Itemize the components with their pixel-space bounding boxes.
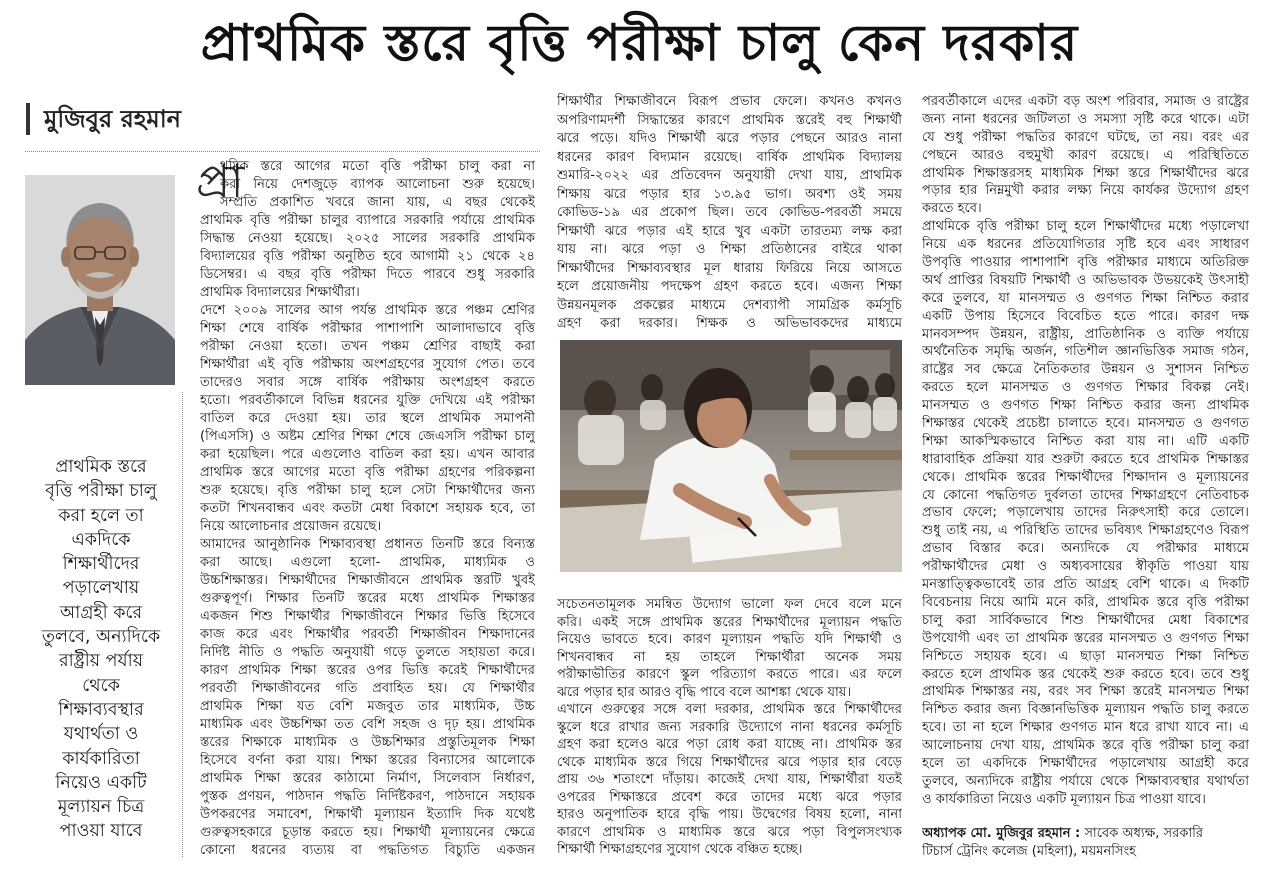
text-line: নিশ্চিতে সহায়ক হবে। এ ছাড়া মানসম্মত শিক্ষা নিশ্চিত	[922, 648, 1249, 664]
text-line: পেছনে আরও বহুমুখী কারণ রয়েছে। এ পরিস্থিতিতে	[922, 147, 1249, 163]
pull-quote-line: নিয়েও একটি	[55, 772, 147, 793]
col1-paragraph-1	[200, 212, 535, 302]
text-line: তুলবে, অন্যদিকে রাষ্ট্রীয় পর্যায়ে থেকে শিক্ষাব্যবস্থার যথার্থতা	[922, 773, 1249, 789]
text-line: কোনো ধরনের ব্যত্যয় বা পদ্ধতিগত বিচ্যুতি একজন	[200, 843, 535, 858]
pull-quote-line: একদিকে	[71, 529, 131, 550]
text-line: থেকে মাধ্যমিক স্তরে গিয়ে শিক্ষার্থীদের ঝরে পড়ার হার বেড়ে	[557, 754, 902, 770]
text-line: গ্রহণ করা দরকার। শিক্ষক ও অভিভাবকদের মাধ্যমে	[557, 316, 902, 331]
text-line: করতে হলে মানসম্মত ও গুণগত শিক্ষার বিকল্প নেই।	[922, 380, 1249, 396]
text-line: গুরুত্বপূর্ণ। শিক্ষার তিনটি স্তরের মধ্যে প্রাথমিক শিক্ষাস্তর	[200, 591, 535, 606]
text-line: বিদ্যালয়ের বৃত্তি পরীক্ষা অনুষ্ঠিত হবে আগামী ২১ থেকে ২৪	[200, 249, 535, 264]
text-line: ধরনের কারণ বিদ্যমান রয়েছে। বার্ষিক প্রাথমিক বিদ্যালয়	[557, 149, 902, 165]
text-line: স্তরের শিক্ষাকে মাধ্যমিক ও উচ্চশিক্ষার প্রস্তুতিমূলক শিক্ষা	[200, 735, 535, 750]
text-line: কতটা শিখনবান্ধব এবং কতটা মেধা বিকাশে সহায়ক হবে, তা	[200, 501, 535, 516]
text-line: যে শুধু পরীক্ষা পদ্ধতির কারণে ঘটছে, তা নয়। বরং এর	[922, 129, 1249, 145]
col2-top	[557, 93, 902, 334]
text-line: পরীক্ষা নেওয়া হতো। তখন পঞ্চম শ্রেণির বাছাই করা	[200, 339, 535, 354]
author-note-name: অধ্যাপক মো. মুজিবুর রহমান :	[922, 826, 1081, 841]
pull-quote-line: মূল্যায়ন চিত্র	[57, 797, 145, 818]
pull-quote-line: করা হলে তা	[58, 505, 144, 526]
text-line: প্রাথমিক স্তরে আগের মতো বৃত্তি পরীক্ষা গ্রহণের পরিকল্পনা	[200, 465, 535, 480]
text-line: থেকে। প্রাথমিক স্তরের শিক্ষার্থীদের শিক্ষাদান ও মূল্যায়নের	[922, 469, 1249, 485]
text-line: স্কুলে ধরে রাখার জন্য সরকারি উদ্যোগে নানা ধরনের কর্মসূচি	[557, 719, 902, 735]
text-line: শুরু হয়েছে। বৃত্তি পরীক্ষা চালু হলে সেটা শিক্ষার্থীদের জন্য	[200, 483, 535, 498]
text-line: শিক্ষা শেষে বার্ষিক পরীক্ষার পাশাপাশি আলাদাভাবে বৃত্তি	[200, 321, 535, 336]
text-line: প্রভাব বিস্তার করে। অন্যদিকে যে পরীক্ষার মাধ্যমে	[922, 541, 1249, 557]
author-note	[922, 825, 1252, 861]
text-line: হবে। তা না হলে শিক্ষার গুণগত মান ধরে রাখা যাবে না। এ	[922, 720, 1249, 736]
pull-quote-line: থেকে	[82, 675, 120, 696]
text-line: মনস্তাত্ত্বিকভাবেই তার প্রতি আগ্রহ বেশি থাকে। এ দিকটি	[922, 577, 1249, 593]
text-line: অপরিণামদর্শী সিদ্ধান্তের কারণে প্রাথমিক স্তরেই বহু শিক্ষার্থী	[557, 112, 902, 128]
text-line: প্রাথমিক বিদ্যালয়ের শিক্ষার্থীরা।	[200, 285, 360, 300]
text-line: করি। একই সঙ্গে প্রাথমিক স্তরের শিক্ষার্থীদের মূল্যায়ন পদ্ধতি	[557, 614, 902, 630]
author-note-line-1	[922, 825, 1252, 843]
text-line: শিক্ষার্থী ঝরে পড়ার এই হারে খুব একটা তারতম্য লক্ষ করা	[557, 223, 902, 239]
pull-quote-line: বৃত্তি পরীক্ষা চালু	[45, 481, 157, 502]
col2-paragraph-1	[557, 596, 902, 701]
text-line: ডিসেম্বর। এ বছর বৃত্তি পরীক্ষা দিতে পারবে শুধু সরকারি	[200, 267, 535, 282]
text-line: কাজ করে এবং শিক্ষার্থীর পরবর্তী শিক্ষাজীবন শিক্ষাদানের	[200, 627, 535, 642]
col1-paragraph-3	[200, 536, 535, 860]
col3-paragraph-1	[922, 93, 1249, 218]
text-line: কারণ প্রাথমিক শিক্ষা স্তরের ওপর ভিত্তি করেই শিক্ষার্থীদের	[200, 663, 535, 678]
text-line: করা আছে। এগুলো হলো- প্রাথমিক, মাধ্যমিক ও	[200, 555, 535, 570]
text-line: হলে প্রয়োজনীয় পদক্ষেপ গ্রহণ করতে হবে। এজন্য শিক্ষা	[557, 279, 902, 294]
pull-quote-line: প্রাথমিক স্তরে	[55, 457, 147, 477]
text-line: সচেতনতামূলক সমন্বিত উদ্যোগ ভালো ফল দেবে বলে মনে	[557, 597, 902, 612]
text-line: নির্দিষ্ট নীতি ও পদ্ধতি অনুযায়ী গড়ে তুলতে সহায়তা করে।	[200, 645, 535, 660]
text-line: উচ্চশিক্ষাস্তর। শিক্ষার্থীদের শিক্ষাজীবনে প্রাথমিক স্তরটি খুবই	[200, 573, 535, 588]
text-line: একজন শিশু শিক্ষার্থীর শিক্ষাজীবনে শিক্ষার ভিত্তি হিসেবে	[200, 609, 535, 624]
text-line: শিক্ষাস্তর থেকেই প্রচেষ্টা চালাতে হবে। মানসম্মত ও গুণগত	[922, 416, 1249, 432]
text-line: উপযোগী এবং তা প্রাথমিক স্তরের মানসম্মত ও গুণগত শিক্ষা	[922, 630, 1249, 646]
text-line: প্রভাব ফেলে; পড়ালেখায় তাদের নিরুৎসাহী করে তোলে।	[922, 505, 1249, 521]
text-line: ওপরের শিক্ষাস্তরে প্রবেশ করে তাদের মধ্যে ঝরে পড়ার	[557, 789, 902, 805]
text-line: শিখনবান্ধব না হয় তাহলে শিক্ষার্থীরা অনেক সময়	[557, 649, 902, 665]
text-line: সম্প্রতি প্রকাশিত খবরে জানা যায়, এ বছর থেকেই	[220, 195, 535, 210]
text-line: শিক্ষার্থীরা এই বৃত্তি পরীক্ষায় অংশগ্রহণের সুযোগ পেত। তবে	[200, 357, 535, 372]
text-line: বাতিল করে দেওয়া হয়। তার স্থলে প্রাথমিক সমাপনী	[200, 411, 535, 426]
pull-quote-line: যথার্থতা ও	[63, 724, 139, 745]
text-line: করতে হবে।	[922, 201, 982, 217]
text-line: উপবৃত্তি পাওয়ার পাশাপাশি বৃত্তি পরীক্ষার মাধ্যমে অতিরিক্ত	[922, 255, 1249, 271]
headline: প্রাথমিক স্তরে বৃত্তি পরীক্ষা চালু কেন দরকার	[200, 14, 1079, 72]
text-line: প্রাথমিক শিক্ষা স্তরের কাঠামো নির্মাণ, সিলেবাস নির্ধারণ,	[200, 771, 535, 786]
text-line: হলে তা একদিকে শিক্ষার্থীদের পড়ালেখায় আগ্রহী করে	[922, 755, 1249, 771]
text-line: চালু করা সার্বিকভাবে শিশু শিক্ষার্থীদের মেধা বিকাশের	[922, 612, 1249, 628]
text-line: পরীক্ষাভীতির কারণে স্কুল পরিত্যাগ করতে পারে। এর ফলে	[557, 667, 902, 682]
pull-quote-line: রাষ্ট্রীয় পর্যায়	[58, 651, 144, 672]
text-line: শিক্ষার্থী শিক্ষাগ্রহণের সুযোগ থেকে বঞ্চিত হচ্ছে।	[557, 842, 803, 857]
text-line: পরবর্তী শিক্ষাজীবনের গতি প্রবাহিত হয়। যে শিক্ষার্থীর	[200, 681, 535, 696]
pull-quote-line: শিক্ষাব্যবস্থার	[58, 699, 144, 720]
text-line: পড়ার হার নিম্নমুখী করার লক্ষ্য নিয়ে কার্যকর উদ্যোগ গ্রহণ	[922, 183, 1249, 199]
pull-quote-line: আগ্রহী করে	[59, 602, 143, 623]
text-line: প্রায় ৩৬ শতাংশে দাঁড়ায়। কাজেই দেখা যায়, শিক্ষার্থীরা যতই	[557, 772, 902, 787]
text-line: ধারাবাহিক প্রক্রিয়া যার শুরুটা করতে হবে প্রাথমিক শিক্ষাস্তর	[922, 451, 1249, 467]
text-line: একটি উপায় হিসেবে বিবেচিত হতে পারে। কারণ দক্ষ	[922, 308, 1249, 324]
text-line: উপকরণের সমাবেশ, শিক্ষার্থী মূল্যায়ন ইত্যাদি দিক যথেষ্ট	[200, 807, 535, 822]
text-line: করা হয়েছিল। পরে এগুলোও বাতিল করা হয়। এখন আবার	[200, 447, 535, 462]
author-note-line-2: টিচার্স ট্রেনিং কলেজ (মহিলা), ময়মনসিংহ	[922, 844, 1137, 859]
text-line: যায় না। ঝরে পড়া ও শিক্ষা প্রতিষ্ঠানের বাইরে থাকা	[557, 242, 902, 257]
col1-lead	[220, 158, 535, 212]
text-line: করতে হলে প্রাথমিক স্তর থেকেই শুরু করতে হবে। তবে শুধু	[922, 666, 1249, 682]
pull-quote-line: পড়ালেখায়	[62, 578, 140, 599]
text-line: শুমারি-২০২২ এর প্রতিবেদন অনুযায়ী দেখা যায়, প্রাথমিক	[557, 168, 902, 183]
byline-divider	[25, 151, 540, 152]
text-line: শিক্ষার্থীর শিক্ষাজীবনে বিরূপ প্রভাব ফেলে। কখনও কখনও	[557, 94, 902, 109]
text-line: পরীক্ষার্থীদের মেধা ও অধ্যবসায়ের স্বীকৃতি পাওয়া যায়	[922, 559, 1249, 575]
text-line: আলোচনায় দেখা যায়, প্রাথমিক স্তরে বৃত্তি পরীক্ষা চালু করা	[922, 738, 1249, 754]
text-line: গুরুত্বসহকারে চূড়ান্ত করতে হয়। শিক্ষার্থী মূল্যায়নের ক্ষেত্রে	[200, 825, 535, 840]
text-line: কারণে প্রাথমিক ও মাধ্যমিক স্তরে ঝরে পড়া বিপুলসংখ্যক	[557, 824, 902, 840]
author-portrait-image	[25, 175, 175, 385]
sidebar-divider	[182, 392, 183, 857]
col1-paragraph-2	[200, 302, 535, 536]
text-line: প্রাথমিক শিক্ষা যত বেশি মজবুত তার মাধ্যমিক, উচ্চ	[200, 699, 535, 714]
pull-quote-line: শিক্ষার্থীদের	[62, 554, 140, 575]
students-exam-image	[560, 340, 902, 572]
text-line: নিয়ে আলোচনার প্রয়োজন রয়েছে।	[200, 519, 382, 534]
text-line: মানসম্মত ও গুণগত শিক্ষা নিশ্চিত করার জন্য প্রাথমিক	[922, 398, 1249, 414]
text-line: হারও অনুপাতিক হারে বৃদ্ধি পায়। উদ্বেগের বিষয় হলো, নানা	[557, 807, 902, 822]
pull-quote-line: কার্যকারিতা	[62, 748, 140, 769]
author-byline: মুজিবুর রহমান	[26, 103, 181, 135]
text-line: থমিক স্তরে আগের মতো বৃত্তি পরীক্ষা চালু করা না	[220, 159, 535, 174]
text-line: হতো। পরবর্তীকালে বিভিন্ন ধরনের যুক্তি দেখিয়ে এই পরীক্ষা	[200, 393, 535, 408]
text-line: বিবেচনায় নিয়ে আমি মনে করি, প্রাথমিক স্তরে বৃত্তি পরীক্ষা	[922, 594, 1249, 610]
text-line: রাষ্ট্রের সব ক্ষেত্রে নৈতিকতার উন্নয়ন ও সুশাসন নিশ্চিত	[922, 362, 1249, 378]
text-line: যে কোনো পদ্ধতিগত দুর্বলতা তাদের শিক্ষাগ্রহণে নেতিবাচক	[922, 487, 1249, 503]
text-line: প্রাথমিক শিক্ষাস্তরসহ মাধ্যমিক শিক্ষা স্তরে শিক্ষার্থীদের ঝরে	[922, 165, 1249, 181]
text-line: মাধ্যমিক এবং উচ্চশিক্ষা তত বেশি সহজ ও দৃঢ় হয়। প্রাথমিক	[200, 717, 535, 732]
text-line: আমাদের আনুষ্ঠানিক শিক্ষাব্যবস্থা প্রধানত তিনটি স্তরে বিন্যস্ত	[200, 537, 535, 552]
drop-cap: প্রা	[196, 154, 244, 208]
text-line: নিশ্চিত করার জন্য বিজ্ঞানভিত্তিক মূল্যায়ন পদ্ধতি চালু করতে	[922, 702, 1249, 718]
text-line: করে তুলবে, যা মানসম্মত ও গুণগত শিক্ষা নিশ্চিত করার	[922, 290, 1249, 306]
text-line: উন্নয়নমূলক প্রকল্পের মাধ্যমে দেশব্যাপী সামগ্রিক কর্মসূচি	[557, 297, 902, 313]
text-line: পুস্তক প্রণয়ন, পাঠদান পদ্ধতি নির্দিষ্টকরণ, পাঠদানে সহায়ক	[200, 789, 535, 804]
text-line: অর্থনৈতিক সমৃদ্ধি অর্জন, গতিশীল জ্ঞানভিত্তিক সমাজ গঠন,	[922, 344, 1249, 360]
text-line: প্রাথমিকে বৃত্তি পরীক্ষা চালু হলে শিক্ষার্থীদের মধ্যে পড়ালেখা	[922, 219, 1249, 235]
text-line: কোভিড-১৯ এর প্রকোপ ছিল। তবে কোভিড-পরবর্তী সময়ে	[557, 205, 902, 220]
col3-body	[922, 93, 1249, 809]
text-line: মানবসম্পদ উন্নয়ন, রাষ্ট্রীয়, প্রাতিষ্ঠানিক ও ব্যক্তি পর্যায়ে	[922, 326, 1249, 342]
col2-paragraph-2	[557, 701, 902, 859]
text-line: এখানে গুরুত্বের সঙ্গে বলা দরকার, প্রাথমিক স্তরে শিক্ষার্থীদের	[557, 702, 902, 717]
text-line: (পিএসসি) ও অষ্টম শ্রেণির শিক্ষা শেষে জেএসসি পরীক্ষা চালু	[200, 429, 535, 444]
col3-paragraph-2	[922, 218, 1249, 808]
text-line: গ্রহণ করা হলেও ঝরে পড়া রোধ করা যাচ্ছে না। প্রাথমিক স্তর	[557, 737, 902, 752]
author-photo	[25, 175, 175, 385]
text-line: ও কার্যকারিতা নিয়েও একটি মূল্যায়ন চিত্র পাওয়া যাবে।	[922, 791, 1206, 807]
text-line: করা নিয়ে দেশজুড়ে ব্যাপক আলোচনা শুরু হয়েছে।	[220, 177, 535, 192]
text-line: সিদ্ধান্ত নেওয়া হয়েছে। ২০২৫ সালের সরকারি প্রাথমিক	[200, 231, 535, 246]
text-line: শিক্ষায় ঝরে পড়ার হার ১৩.৯৫ ভাগ। অবশ্য ওই সময়	[557, 186, 902, 202]
col1-body	[200, 212, 535, 860]
text-line: নিয়েও ভাবতে হবে। কারণ মূল্যায়ন পদ্ধতি যদি শিক্ষার্থী ও	[557, 632, 902, 647]
text-line: তাদেরও সবার সঙ্গে বার্ষিক পরীক্ষায় অংশগ্রহণ করতে	[200, 375, 535, 390]
text-line: পরবর্তীকালে এদের একটা বড় অংশ পরিবার, সমাজ ও রাষ্ট্রের	[922, 94, 1249, 109]
pull-quote	[25, 455, 177, 844]
text-line: হিসেবে বর্ণনা করা যায়। শিক্ষা স্তরের বিন্যাসের আলোকে	[200, 753, 535, 768]
pull-quote-line: পাওয়া যাবে	[59, 821, 143, 842]
text-line: শুধু তাই নয়, এ পরিস্থিতি তাদের ভবিষ্যৎ শিক্ষাগ্রহণেও বিরূপ	[922, 523, 1249, 539]
text-line: প্রাথমিক বৃত্তি পরীক্ষা চালুর ব্যাপারে সরকারি পর্যায়ে প্রাথমিক	[200, 213, 535, 228]
author-note-title: সাবেক অধ্যক্ষ, সরকারি	[1080, 826, 1203, 841]
text-line: প্রাথমিক শিক্ষাস্তর নয়, বরং সব শিক্ষা স্তরেই মানসম্মত শিক্ষা	[922, 684, 1249, 700]
col2-bottom	[557, 596, 902, 859]
text-line: শিক্ষার্থীদের শিক্ষাব্যবস্থার মূল ধারায় ফিরিয়ে নিয়ে আসতে	[557, 260, 902, 276]
text-line: ঝরে পড়ার হার আরও বৃদ্ধি পাবে বলে আশঙ্কা থেকে যায়।	[557, 684, 852, 700]
article-photo	[560, 340, 902, 572]
text-line: অর্থ প্রাপ্তির বিষয়টি শিক্ষার্থী ও অভিভাবক উভয়কেই উৎসাহী	[922, 272, 1249, 288]
text-line: ঝরে পড়ে। যদিও শিক্ষার্থী ঝরে পড়ার পেছনে আরও নানা	[557, 131, 902, 146]
text-line: নিয়ে এক ধরনের প্রতিযোগিতার সৃষ্টি হবে এবং সাধারণ	[922, 237, 1249, 253]
text-line: দেশে ২০০৯ সালের আগ পর্যন্ত প্রাথমিক স্তরে পঞ্চম শ্রেণির	[200, 303, 535, 318]
text-line: জন্য নানা ধরনের জটিলতা ও সমস্যা সৃষ্টি করে থাকে। এটা	[922, 111, 1249, 127]
text-line: শিক্ষা আকস্মিকভাবে নিশ্চিত করা যায় না। এটি একটি	[922, 433, 1249, 449]
pull-quote-line: তুলবে, অন্যদিকে	[41, 627, 161, 648]
